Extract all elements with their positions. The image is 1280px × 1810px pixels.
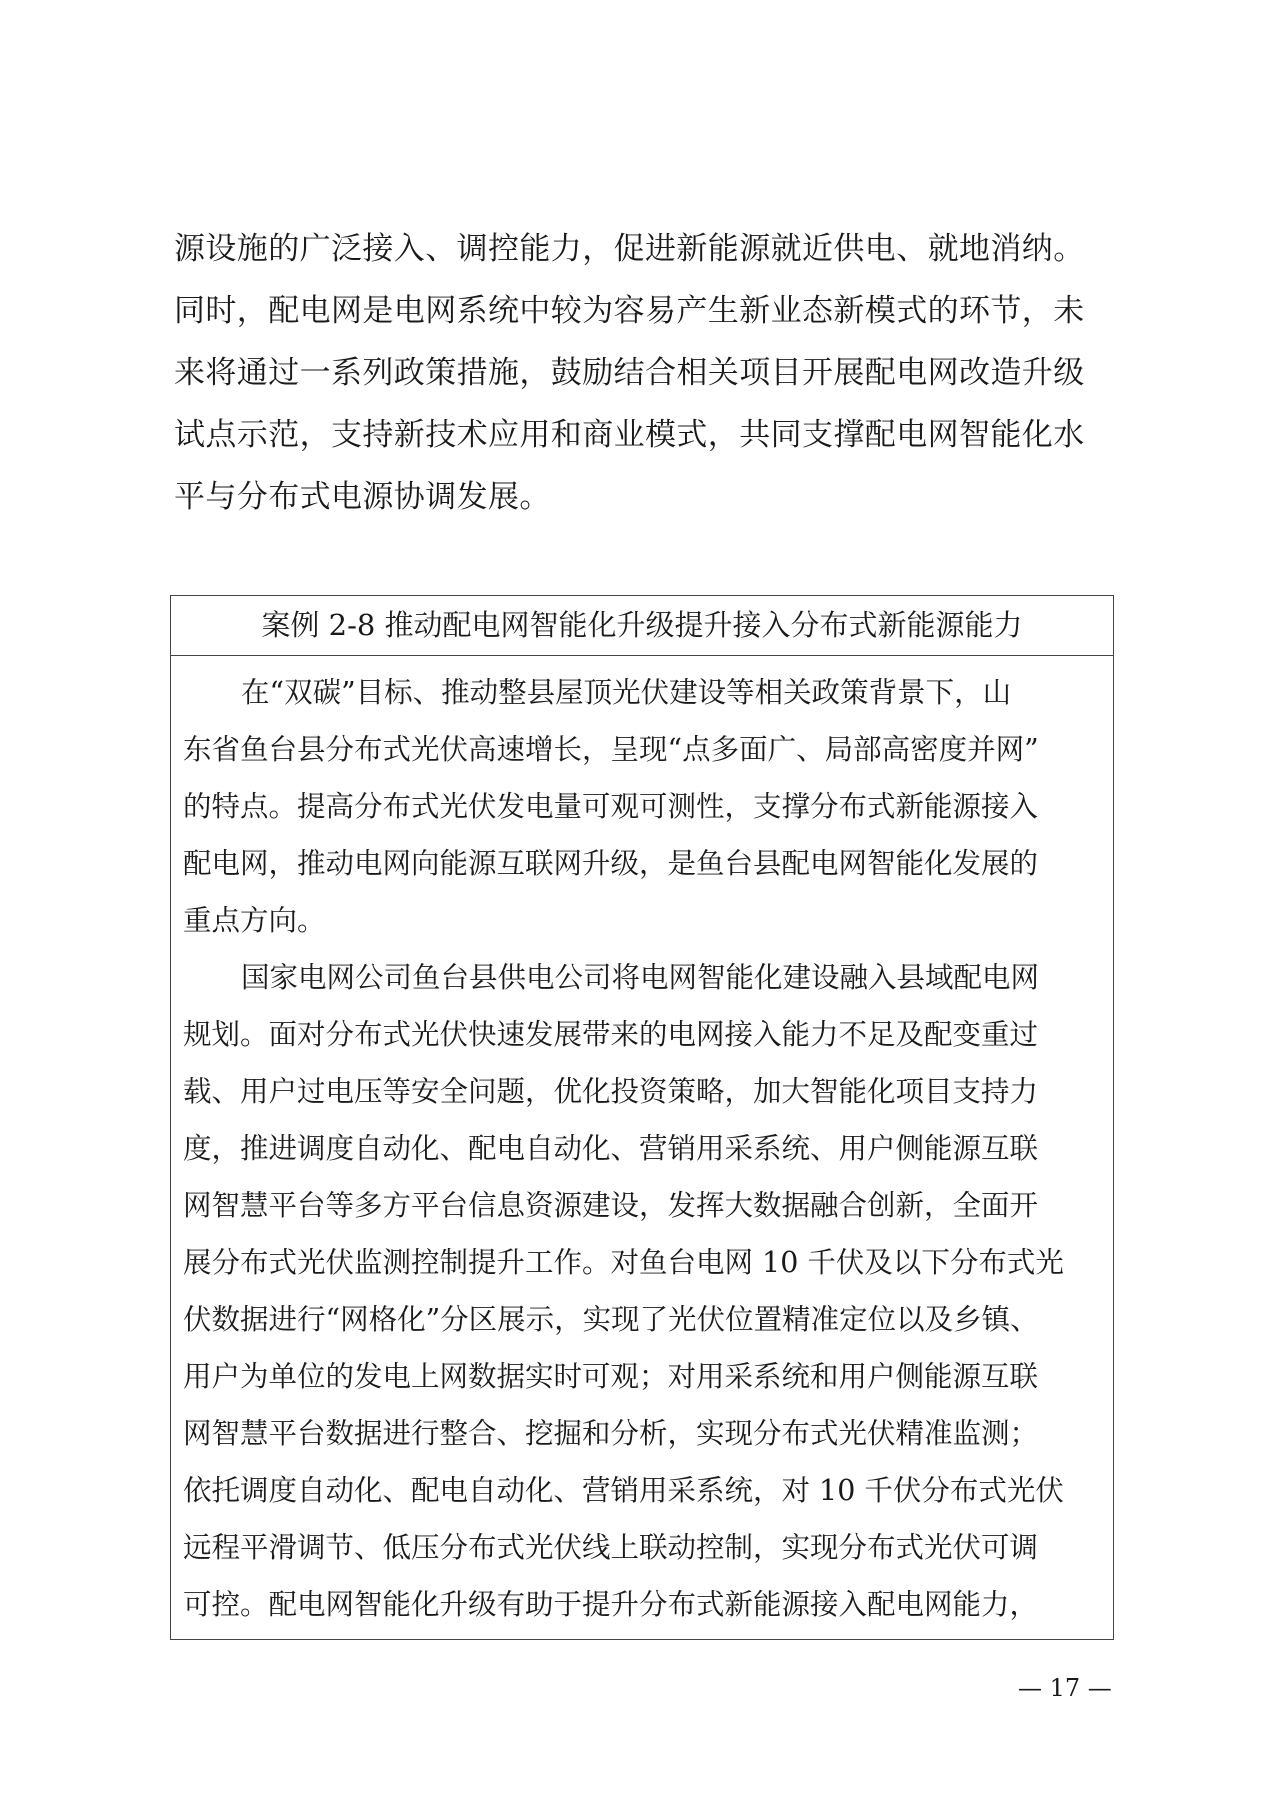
case-line: 配电网，推动电网向能源互联网升级，是鱼台县配电网智能化发展的 bbox=[183, 847, 1039, 880]
case-line: 网智慧平台数据进行整合、挖掘和分析，实现分布式光伏精准监测； bbox=[183, 1417, 1039, 1450]
case-line: 的特点。提高分布式光伏发电量可观可测性，支撑分布式新能源接入 bbox=[183, 790, 1039, 823]
case-study-body bbox=[171, 656, 1113, 1639]
page-number: — 17 — bbox=[1018, 1674, 1112, 1702]
case-line: 网智慧平台等多方平台信息资源建设，发挥大数据融合创新，全面开 bbox=[183, 1189, 1039, 1222]
body-line: 来将通过一系列政策措施，鼓励结合相关项目开展配电网改造升级 bbox=[174, 355, 1085, 391]
case-line: 远程平滑调节、低压分布式光伏线上联动控制，实现分布式光伏可调 bbox=[183, 1531, 1039, 1564]
case-line: 用户为单位的发电上网数据实时可观；对用采系统和用户侧能源互联 bbox=[183, 1360, 1039, 1393]
case-line: 伏数据进行“网格化”分区展示，实现了光伏位置精准定位以及乡镇、 bbox=[183, 1303, 1039, 1336]
body-line: 源设施的广泛接入、调控能力，促进新能源就近供电、就地消纳。 bbox=[174, 231, 1085, 267]
case-line: 规划。面对分布式光伏快速发展带来的电网接入能力不足及配变重过 bbox=[183, 1018, 1039, 1051]
body-line: 试点示范，支持新技术应用和商业模式，共同支撑配电网智能化水 bbox=[174, 417, 1085, 453]
case-line: 度，推进调度自动化、配电自动化、营销用采系统、用户侧能源互联 bbox=[183, 1132, 1039, 1165]
case-line: 载、用户过电压等安全问题，优化投资策略，加大智能化项目支持力 bbox=[183, 1075, 1039, 1108]
body-line: 平与分布式电源协调发展。 bbox=[174, 479, 551, 515]
case-line: 在“双碳”目标、推动整县屋顶光伏建设等相关政策背景下，山 bbox=[241, 676, 1012, 709]
case-study-title: 案例 2-8 推动配电网智能化升级提升接入分布式新能源能力 bbox=[171, 596, 1113, 656]
case-line: 可控。配电网智能化升级有助于提升分布式新能源接入配电网能力， bbox=[183, 1588, 1039, 1621]
case-line: 依托调度自动化、配电自动化、营销用采系统，对 10 千伏分布式光伏 bbox=[183, 1474, 1064, 1507]
body-paragraph bbox=[174, 218, 1109, 528]
case-line: 重点方向。 bbox=[183, 904, 326, 937]
case-line: 国家电网公司鱼台县供电公司将电网智能化建设融入县域配电网 bbox=[241, 961, 1040, 994]
body-line: 同时，配电网是电网系统中较为容易产生新业态新模式的环节，未 bbox=[174, 293, 1085, 329]
case-study-box bbox=[170, 595, 1114, 1640]
case-line: 展分布式光伏监测控制提升工作。对鱼台电网 10 千伏及以下分布式光 bbox=[183, 1246, 1064, 1279]
case-line: 东省鱼台县分布式光伏高速增长，呈现“点多面广、局部高密度并网” bbox=[183, 733, 1039, 766]
